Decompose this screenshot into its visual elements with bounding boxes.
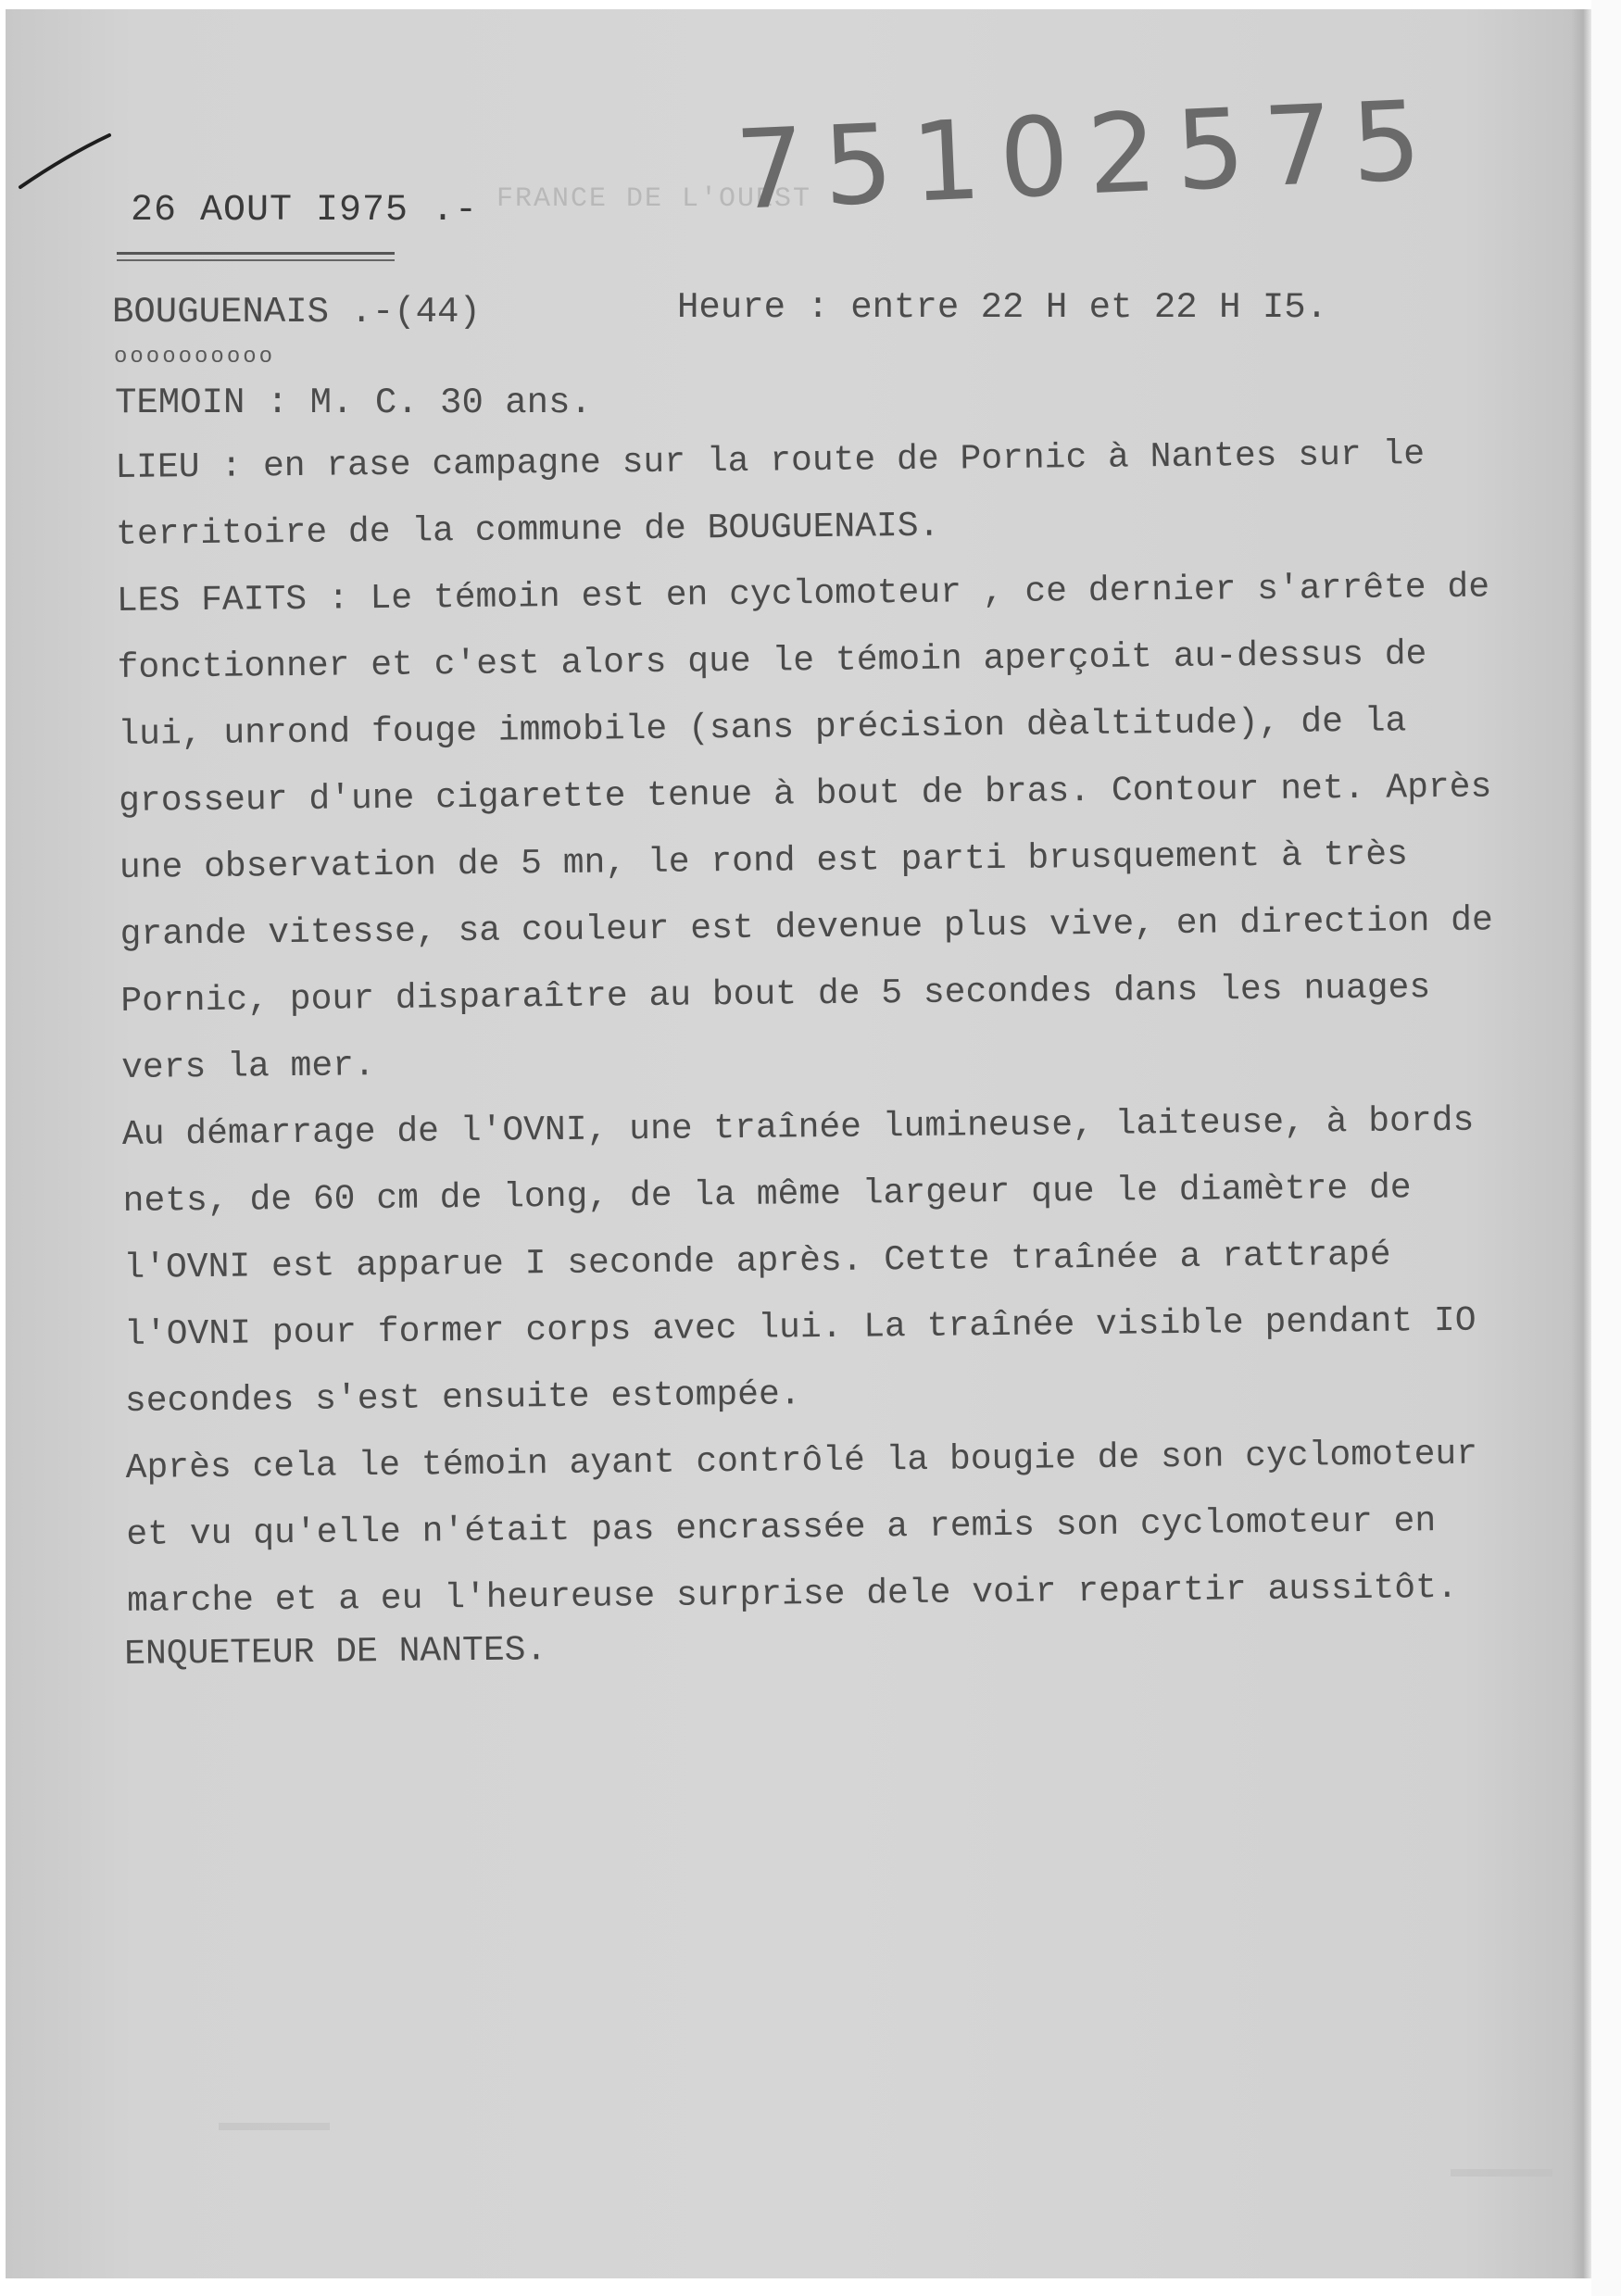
paragraph-trail: Au démarrage de l'OVNI, une traînée lumineuse, laiteuse, à bords nets, de 60 cm de long, de la même largeur que le diamètre de l'OVNI est apparue I seconde après. Cette traînée a rattrapé l'OVNI pour former corps avec lui. La traînée visible pendant IO secondes s'est ensuite estompée. [121, 1100, 1476, 1422]
report-body [115, 420, 1535, 1636]
document-date: 26 AOUT I975 .- [131, 190, 479, 232]
witness-line: TEMOIN : M. C. 30 ans. [115, 383, 592, 423]
document-page [6, 9, 1591, 2278]
place-heading: BOUGUENAIS .-(44) [112, 292, 481, 332]
scan-margin [1591, 0, 1621, 2296]
place-underline-circles: oooooooooo [114, 345, 276, 370]
scan-speck [219, 2123, 330, 2130]
date-underline [117, 252, 395, 255]
paragraph-aftermath: Après cela le témoin ayant contrôlé la bougie de son cyclomoteur et vu qu'elle n'était pas encrassée a remis son cyclomoteur en marche et a eu l'heureuse surprise dele voir repartir aussitôt. [125, 1434, 1478, 1622]
pen-slash-mark [13, 130, 115, 194]
faint-stamp-text: FRANCE DE L'OUEST [496, 183, 812, 215]
time-heading: Heure : entre 22 H et 22 H I5. [677, 287, 1328, 328]
date-underline-second [117, 259, 395, 261]
paragraph-facts: LES FAITS : Le témoin est en cyclomoteur , ce dernier s'arrête de fonctionner et c'est alors que le témoin aperçoit au-dessus de lui, unrond fouge immobile (sans précision dèaltitude), de la grosseur d'une cigarette tenue à bout de bras. Contour net. Après une observation de 5 mn, le rond est parti brusquement à très grande vitesse, sa couleur est devenue plus vive, en direction de Pornic, pour disparaître au bout de 5 secondes dans les nuages vers la mer. [116, 567, 1494, 1088]
page-edge-shadow [1571, 9, 1591, 2278]
scan-speck [1451, 2169, 1552, 2177]
reference-number: 75102575 [733, 75, 1442, 234]
paragraph-location: LIEU : en rase campagne sur la route de Pornic à Nantes sur le territoire de la commune de BOUGUENAIS. [115, 434, 1426, 555]
investigator-signature: ENQUETEUR DE NANTES. [124, 1630, 547, 1675]
